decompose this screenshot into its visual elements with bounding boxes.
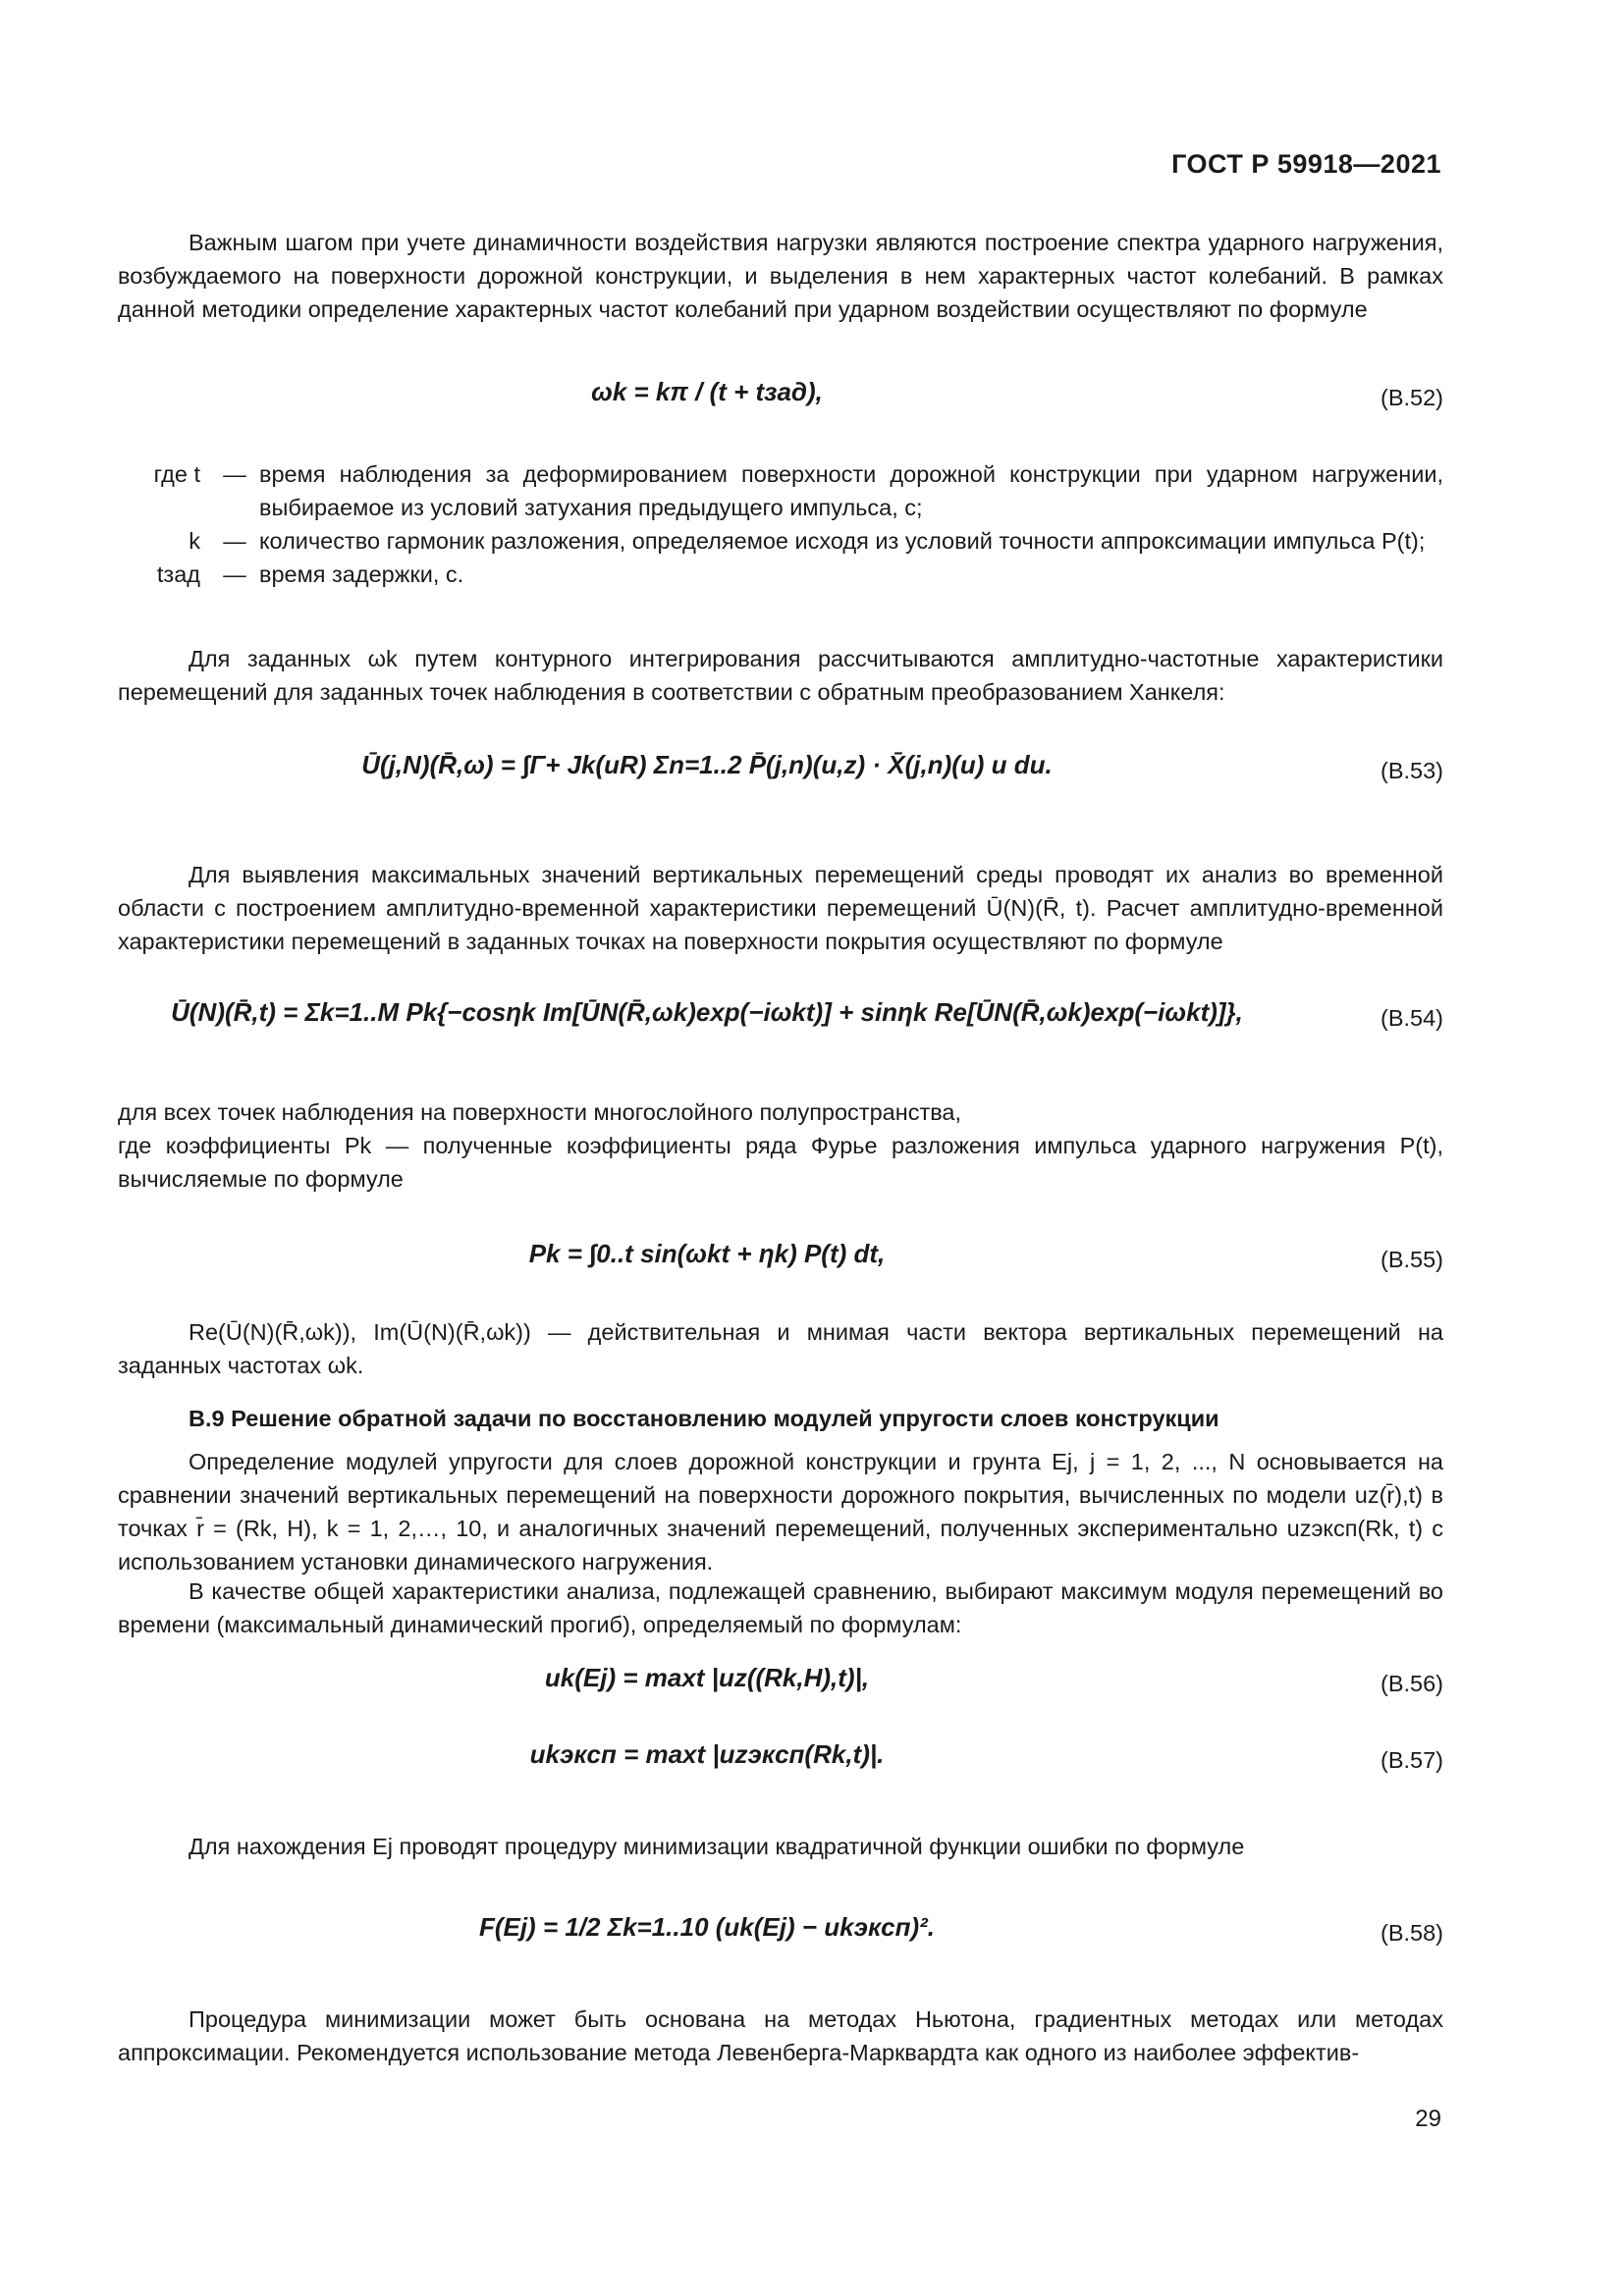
definition-text: время наблюдения за деформированием поверхности дорожной конструкции при ударном нагружении, выбираемое из условий затухания предыдущего импульса, с; bbox=[259, 461, 1443, 520]
equation-b52-number: (В.52) bbox=[1380, 385, 1443, 410]
definitions-list bbox=[118, 457, 1443, 591]
paragraph-fourier-coefficients: где коэффициенты Pk — полученные коэффициенты ряда Фурье разложения импульса ударного нагружения P(t), вычисляемые по формуле bbox=[118, 1133, 1443, 1192]
equation-b58 bbox=[118, 1912, 1443, 1981]
equation-b52-formula: ωk = kπ / (t + tзад), bbox=[591, 377, 823, 406]
paragraph-hankel: Для заданных ωk путем контурного интегрирования рассчитываются амплитудно-частотные характеристики перемещений для заданных точек наблюдения в соответствии с обратным преобразованием Ханкеля: bbox=[118, 646, 1443, 705]
equation-b58-number: (В.58) bbox=[1380, 1920, 1443, 1946]
equation-b57-number: (В.57) bbox=[1380, 1747, 1443, 1773]
equation-b57-formula: ukэксп = maxt |uzэксп(Rk,t)|. bbox=[529, 1739, 885, 1769]
equation-b54 bbox=[118, 997, 1443, 1066]
definition-symbol: где t bbox=[153, 461, 200, 487]
equation-b54-formula: Ū(N)(R̄,t) = Σk=1..M Pk{−cosηk Im[ŪN(R̄,ωk)exp(−iωkt)] + sinηk Re[ŪN(R̄,ωk)exp(−iωkt)]}, bbox=[171, 997, 1243, 1027]
equation-b56-number: (В.56) bbox=[1380, 1671, 1443, 1696]
equation-b56 bbox=[118, 1663, 1443, 1732]
paragraph-re-im: Re(Ū(N)(R̄,ωk)), Im(Ū(N)(R̄,ωk)) — действительная и мнимая части вектора вертикальных перемещений на заданных частотах ωk. bbox=[118, 1319, 1443, 1378]
document-id-header: ГОСТ Р 59918—2021 bbox=[1171, 149, 1441, 179]
definition-item: где t — время наблюдения за деформированием поверхности дорожной конструкции при ударном нагружении, выбираемое из условий затухания предыдущего импульса, с; bbox=[118, 457, 1443, 524]
equation-b55-formula: Pk = ∫0..t sin(ωkt + ηk) P(t) dt, bbox=[528, 1239, 886, 1268]
equation-b52 bbox=[118, 377, 1443, 446]
equation-b53-formula: Ū(j,N)(R̄,ω) = ∫Γ+ Jk(uR) Σn=1..2 P̄(j,n)(u,z) · X̄(j,n)(u) u du. bbox=[361, 750, 1053, 779]
page-number: 29 bbox=[1415, 2106, 1441, 2132]
definition-symbol: tзад bbox=[156, 561, 200, 587]
definition-item: tзад — время задержки, с. bbox=[118, 558, 1443, 591]
equation-b54-number: (В.54) bbox=[1380, 1005, 1443, 1031]
definition-text: время задержки, с. bbox=[259, 561, 464, 587]
equation-b57 bbox=[118, 1739, 1443, 1808]
equation-b56-formula: uk(Ej) = maxt |uz((Rk,H),t)|, bbox=[544, 1663, 870, 1692]
section-heading-b9: В.9 Решение обратной задачи по восстановлению модулей упругости слоев конструкции bbox=[189, 1406, 1219, 1431]
paragraph-time-domain: Для выявления максимальных значений вертикальных перемещений среды проводят их анализ во временной области с построением амплитудно-временной характеристики перемещений Ū(N)(R̄, t). Расчет амплитудно-временной характеристики перемещений в заданных точках на поверхности покрытия осуществляют по формуле bbox=[118, 862, 1443, 954]
equation-b58-formula: F(Ej) = 1/2 Σk=1..10 (uk(Ej) − ukэксп)². bbox=[478, 1912, 936, 1942]
definition-symbol: k bbox=[189, 528, 200, 554]
paragraph-modulus-definition: Определение модулей упругости для слоев дорожной конструкции и грунта Ej, j = 1, 2, ..., N основывается на сравнении значений вертикальных перемещений на поверхности дорожного покрытия, вычисленных по модели uz(r̄),t) в точках r̄ = (Rk, H), k = 1, 2,…, 10, и аналогичных значений перемещений, полученных экспериментально uzэксп(Rk, t) с использованием установки динамического нагружения. bbox=[118, 1449, 1443, 1575]
paragraph-characteristic: В качестве общей характеристики анализа, подлежащей сравнению, выбирают максимум модуля перемещений во времени (максимальный динамический прогиб), определяемый по формулам: bbox=[118, 1578, 1443, 1637]
equation-b53 bbox=[118, 750, 1443, 819]
definition-text: количество гармоник разложения, определяемое исходя из условий точности аппроксимации импульса P(t); bbox=[259, 528, 1426, 554]
paragraph-methods: Процедура минимизации может быть основана на методах Ньютона, градиентных методах или методах аппроксимации. Рекомендуется использование метода Левенберга-Марквардта как одного из наиболее эффектив- bbox=[118, 2006, 1443, 2065]
paragraph-intro: Важным шагом при учете динамичности воздействия нагрузки являются построение спектра ударного нагружения, возбуждаемого на поверхности дорожной конструкции, и выделения в нем характерных частот колебаний. В рамках данной методики определение характерных частот колебаний при ударном воздействии осуществляют по формуле bbox=[118, 230, 1443, 322]
equation-b53-number: (В.53) bbox=[1380, 758, 1443, 783]
paragraph-observation-points: для всех точек наблюдения на поверхности многослойного полупространства, bbox=[118, 1099, 962, 1125]
equation-b55-number: (В.55) bbox=[1380, 1247, 1443, 1272]
paragraph-minimization: Для нахождения Ej проводят процедуру минимизации квадратичной функции ошибки по формуле bbox=[189, 1834, 1245, 1859]
definition-item: k — количество гармоник разложения, определяемое исходя из условий точности аппроксимации импульса P(t); bbox=[118, 524, 1443, 558]
equation-b55 bbox=[118, 1239, 1443, 1308]
